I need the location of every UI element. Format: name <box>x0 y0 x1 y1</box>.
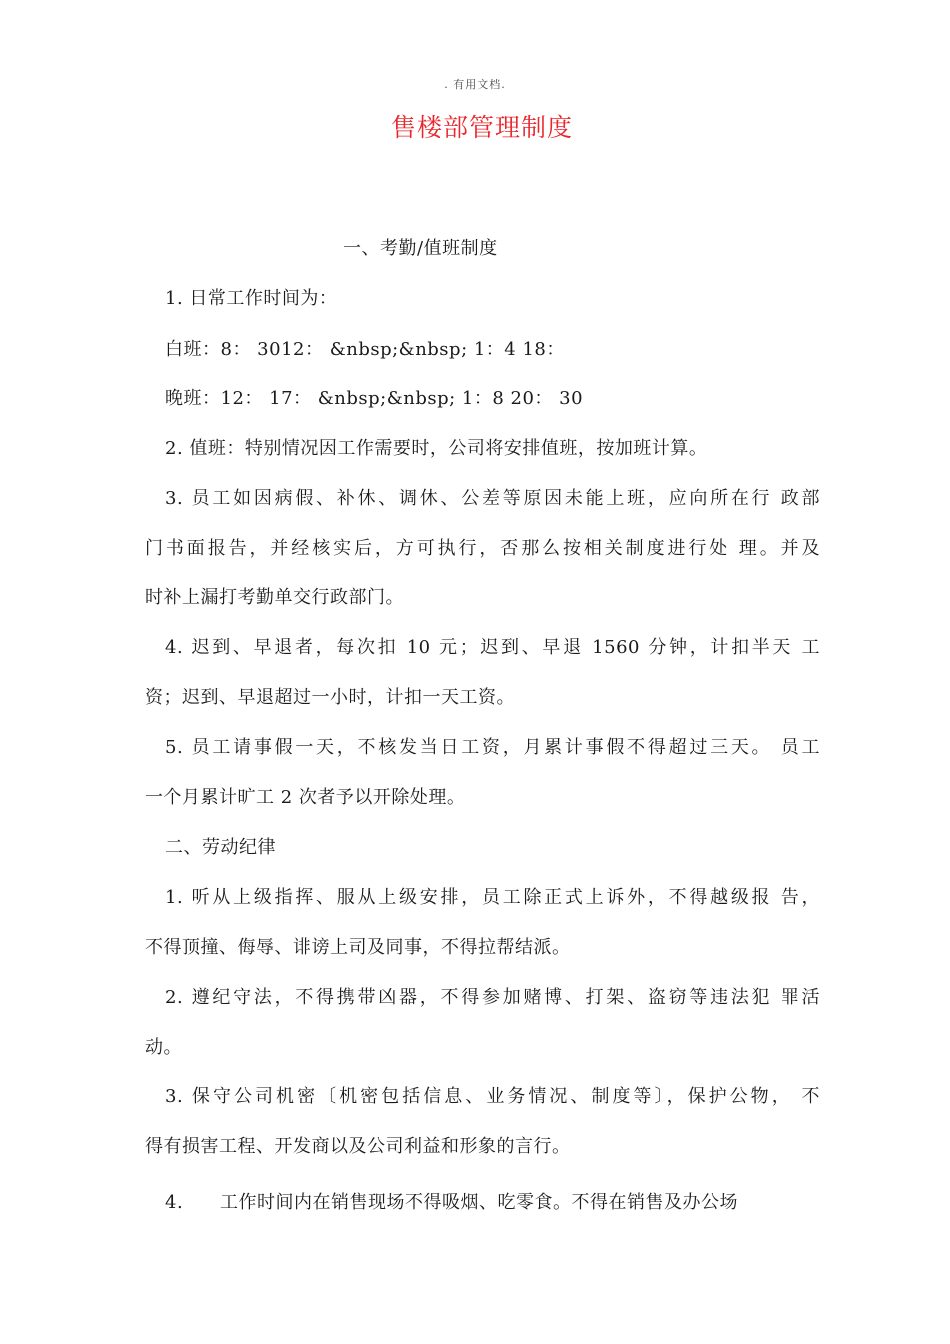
section-heading-attendance: 一、考勤/值班制度 <box>343 238 498 259</box>
paragraph-leave-line-3: 时补上漏打考勤单交行政部门。 <box>145 587 404 608</box>
paragraph-leave-line-2: 门书面报告，并经核实后，方可执行，否那么按相关制度进行处 理。并及 <box>145 538 820 559</box>
paragraph-no-smoking-number: 4. <box>165 1192 184 1213</box>
paragraph-late-line-2: 资；迟到、早退超过一小时，计扣一天工资。 <box>145 687 515 708</box>
paragraph-law-line-2: 动。 <box>145 1037 182 1058</box>
paragraph-personal-leave-line-1: 5. 员工请事假一天，不核发当日工资，月累计事假不得超过三天。 员工 <box>165 737 820 758</box>
paragraph-night-shift: 晚班：12： 17： &nbsp;&nbsp; 1：8 20： 30 <box>165 388 584 409</box>
paragraph-obey-line-2: 不得顶撞、侮辱、诽谤上司及同事，不得拉帮结派。 <box>145 937 571 958</box>
paragraph-law-line-1: 2. 遵纪守法，不得携带凶器，不得参加赌博、打架、盗窃等违法犯 罪活 <box>165 987 820 1008</box>
paragraph-obey-line-1: 1. 听从上级指挥、服从上级安排，员工除正式上诉外，不得越级报 告， <box>165 887 820 908</box>
paragraph-confidential-line-1: 3. 保守公司机密〔机密包括信息、业务情况、制度等〕，保护公物， 不 <box>165 1086 820 1107</box>
paragraph-late-line-1: 4. 迟到、早退者，每次扣 10 元；迟到、早退 1560 分钟，计扣半天 工 <box>165 637 820 658</box>
paragraph-no-smoking-text: 工作时间内在销售现场不得吸烟、吃零食。不得在销售及办公场 <box>220 1192 738 1213</box>
document-title: 售楼部管理制度 <box>390 113 573 142</box>
section-heading-discipline: 二、劳动纪律 <box>165 837 276 858</box>
header-note: . 有用文档. <box>444 78 506 91</box>
paragraph-personal-leave-line-2: 一个月累计旷工 2 次者予以开除处理。 <box>145 787 466 808</box>
paragraph-work-hours: 1. 日常工作时间为： <box>165 288 338 309</box>
paragraph-duty: 2. 值班：特别情况因工作需要时，公司将安排值班，按加班计算。 <box>165 438 708 459</box>
paragraph-leave-line-1: 3. 员工如因病假、补休、调休、公差等原因未能上班，应向所在行 政部 <box>165 488 820 509</box>
paragraph-day-shift: 白班：8： 3012： &nbsp;&nbsp; 1：4 18： <box>165 339 565 360</box>
paragraph-confidential-line-2: 得有损害工程、开发商以及公司利益和形象的言行。 <box>145 1136 571 1157</box>
